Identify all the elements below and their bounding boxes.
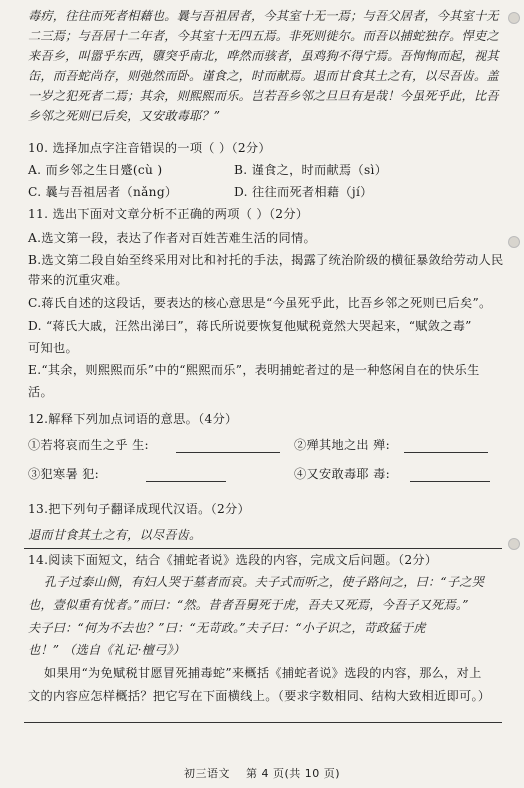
answer-blank-4[interactable] xyxy=(410,481,490,482)
footer-subject: 初三语文 xyxy=(183,767,230,780)
answer-line[interactable] xyxy=(24,548,502,549)
q14-passage-line: 也，壹似重有忧者。”而曰：“然。昔者吾舅死于虎，吾夫又死焉，今吾子又死焉。” xyxy=(28,598,469,612)
question-11-line: D. “蒋氏大戚，汪然出涕曰”，蒋氏所说要恢复他赋税竟然大哭起来，“赋敛之毒” xyxy=(28,319,472,333)
question-10-option-a: A. 而乡邻之生日蹙(cù ) xyxy=(28,163,163,177)
q14-passage-line: 夫子曰：“何为不去也？”曰：“无苛政。”夫子曰：“小子识之，苛政猛于虎 xyxy=(28,621,426,635)
question-11-line: 可知也。 xyxy=(28,341,78,355)
answer-line[interactable] xyxy=(24,722,502,723)
question-11-line: C.蒋氏自述的这段话，要表达的核心意思是“今虽死乎此，比吾乡邻之死则已后矣”。 xyxy=(28,296,492,310)
question-11-line: 带来的沉重灾难。 xyxy=(28,273,128,287)
question-12-item-3: ③犯寒暑 犯: xyxy=(28,467,100,481)
question-14-stem: 14.阅读下面短文，结合《捕蛇者说》选段的内容，完成文后问题。（2分） xyxy=(28,553,438,567)
question-11-line: E.“其余，则熙熙而乐”中的“熙熙而乐”，表明捕蛇者过的是一种悠闲自在的快乐生 xyxy=(28,363,480,377)
answer-blank-2[interactable] xyxy=(404,452,488,453)
footer-page-number: 第 4 页(共 10 页) xyxy=(245,767,341,780)
q14-passage-line: 也！” （选自《礼记·檀弓》） xyxy=(28,643,186,657)
question-11-line: B.选文第二段自始至终采用对比和衬托的手法，揭露了统治阶级的横征暴敛给劳动人民 xyxy=(28,253,504,267)
binding-hole xyxy=(508,538,520,550)
question-12-item-1: ①若将哀而生之乎 生: xyxy=(28,438,149,452)
q14-task-line: 文的内容应怎样概括？把它写在下面横线上。（要求字数相同、结构大致相近即可。） xyxy=(28,689,491,703)
question-10-stem: 10. 选择加点字注音错误的一项（ ）（2分） xyxy=(28,141,271,155)
answer-blank-1[interactable] xyxy=(176,452,280,453)
question-10-option-c: C. 曩与吾祖居者（nǎng） xyxy=(28,185,178,199)
passage-line: 毒疠，往往而死者相藉也。曩与吾祖居者，今其室十无一焉；与吾父居者，今其室十无 xyxy=(28,9,499,23)
question-10-option-d: D. 往往而死者相藉（jí） xyxy=(234,185,373,199)
question-11-line: A.选文第一段，表达了作者对百姓苦难生活的同情。 xyxy=(28,231,316,245)
question-12-item-2: ②殚其地之出 殚: xyxy=(294,438,390,452)
question-12-item-4: ④又安敢毒耶 毒: xyxy=(294,467,390,481)
q14-task-line: 如果用“为免赋税甘愿冒死捕毒蛇”来概括《捕蛇者说》选段的内容，那么，对上 xyxy=(44,666,482,680)
passage-line: 来吾乡，叫嚣乎东西，隳突乎南北，哗然而骇者，虽鸡狗不得宁焉。吾恂恂而起，视其 xyxy=(28,49,499,63)
passage-line: 缶，而吾蛇尚存，则弛然而卧。谨食之，时而献焉。退而甘食其土之有，以尽吾齿。盖 xyxy=(28,69,499,83)
page-footer xyxy=(0,765,524,781)
question-13-sentence: 退而甘食其土之有，以尽吾齿。 xyxy=(28,528,202,542)
question-13-stem: 13.把下列句子翻译成现代汉语。（2分） xyxy=(28,502,251,516)
passage-line: 一岁之犯死者二焉；其余，则熙熙而乐。岂若吾乡邻之旦旦有是哉！今虽死乎此，比吾 xyxy=(28,89,499,103)
binding-hole xyxy=(508,236,520,248)
passage-line: 乡邻之死则已后矣，又安敢毒耶？” xyxy=(28,109,221,123)
question-11-line: 活。 xyxy=(28,385,53,399)
q14-passage-line: 孔子过泰山侧，有妇人哭于墓者而哀。夫子式而听之，使子路问之，曰：“子之哭 xyxy=(44,575,484,589)
passage-line: 二三焉；与吾居十二年者，今其室十无四五焉。非死则徙尔。而吾以捕蛇独存。悍吏之 xyxy=(28,29,499,43)
question-11-stem: 11. 选出下面对文章分析不正确的两项（ ）（2分） xyxy=(28,207,309,221)
question-12-stem: 12.解释下列加点词语的意思。（4分） xyxy=(28,412,238,426)
answer-blank-3[interactable] xyxy=(146,481,226,482)
binding-hole xyxy=(508,12,520,24)
question-10-option-b: B. 谨食之，时而献焉（sì） xyxy=(234,163,388,177)
